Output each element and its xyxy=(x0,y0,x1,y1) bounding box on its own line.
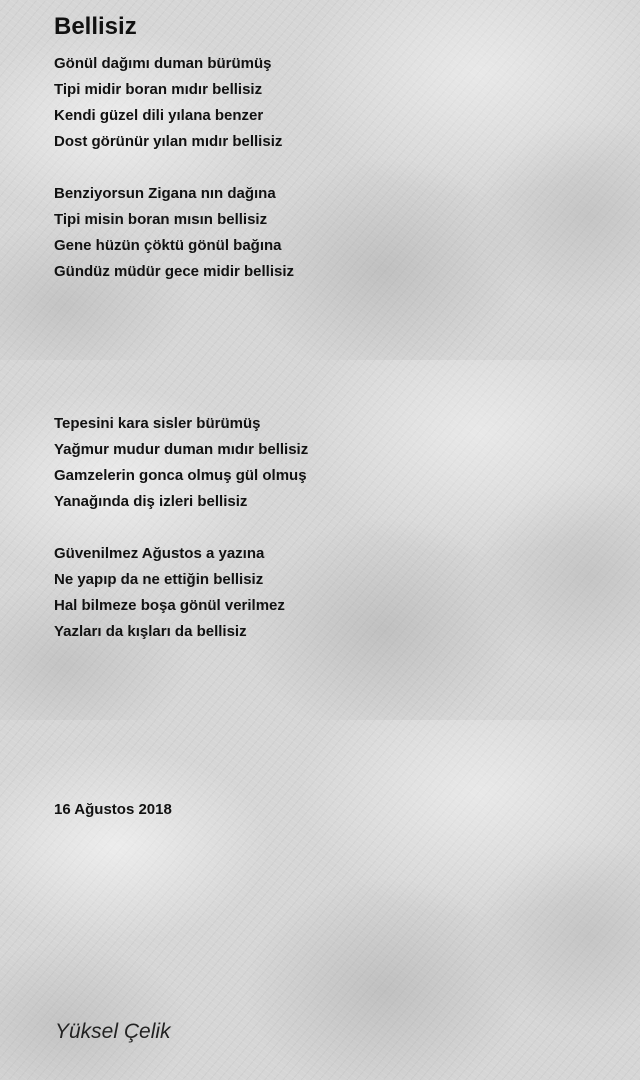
poem-line: Kendi güzel dili yılana benzer xyxy=(54,107,264,124)
poem-line: Gündüz müdür gece midir bellisiz xyxy=(54,263,295,280)
poem-line: Dost görünür yılan mıdır bellisiz xyxy=(54,133,283,150)
poem-line: Yağmur mudur duman mıdır bellisiz xyxy=(54,441,309,458)
stanza-2 xyxy=(54,181,294,285)
stanza-1 xyxy=(54,51,282,155)
poem-line: Ne yapıp da ne ettiğin bellisiz xyxy=(54,571,264,588)
poem-line: Gönül dağımı duman bürümüş xyxy=(54,55,272,72)
poem-line: Yanağında diş izleri bellisiz xyxy=(54,493,248,510)
stanza-3 xyxy=(54,411,308,515)
poem-title: Bellisiz xyxy=(54,13,137,40)
poem-line: Güvenilmez Ağustos a yazına xyxy=(54,545,265,562)
poem-line: Tipi misin boran mısın bellisiz xyxy=(54,211,268,228)
poem-line: Benziyorsun Zigana nın dağına xyxy=(54,185,276,202)
poem-line: Gene hüzün çöktü gönül bağına xyxy=(54,237,282,254)
poem-line: Yazları da kışları da bellisiz xyxy=(54,623,247,640)
poem-date: 16 Ağustos 2018 xyxy=(54,801,172,818)
poem-line: Hal bilmeze boşa gönül verilmez xyxy=(54,597,285,614)
poem-author: Yüksel Çelik xyxy=(55,1020,171,1043)
poem-line: Tepesini kara sisler bürümüş xyxy=(54,415,261,432)
poem-line: Tipi midir boran mıdır bellisiz xyxy=(54,81,263,98)
poem-line: Gamzelerin gonca olmuş gül olmuş xyxy=(54,467,307,484)
stanza-4 xyxy=(54,541,285,645)
